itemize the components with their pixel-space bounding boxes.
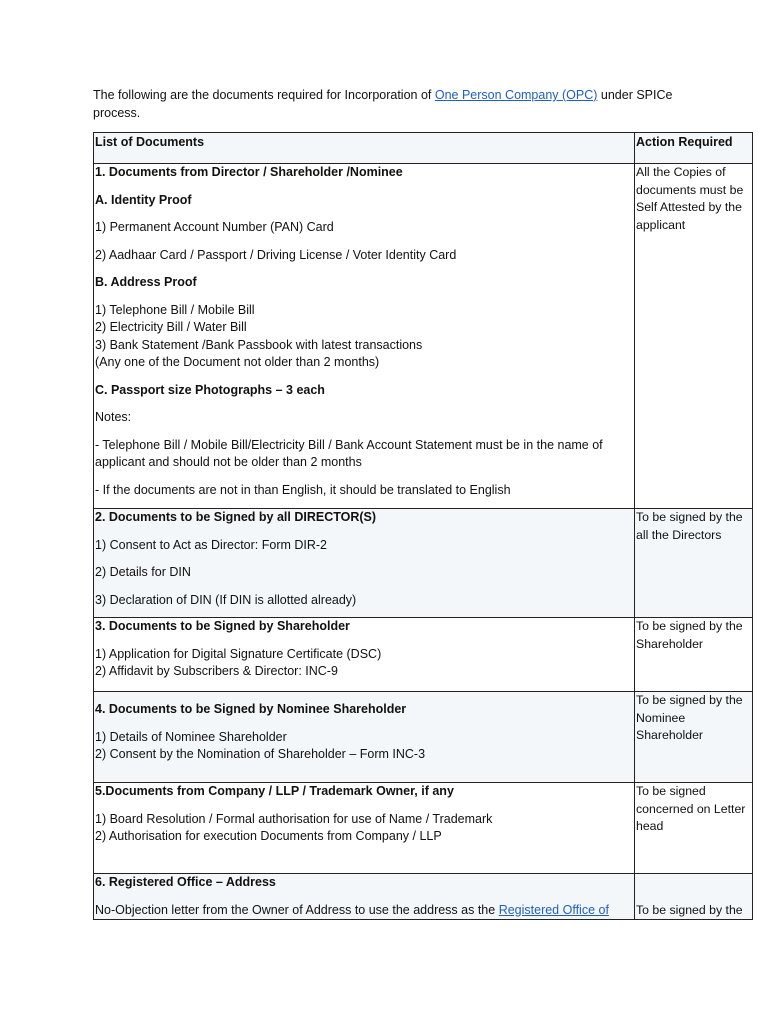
section-2-documents (94, 509, 635, 618)
section-2-item-1: 1) Consent to Act as Director: Form DIR-2 (95, 537, 328, 552)
section-4-title: 4. Documents to be Signed by Nominee Shareholder (95, 702, 407, 716)
section-2-action: To be signed by the all the Directors (635, 509, 753, 618)
intro-suffix: under SPICe process. (93, 88, 673, 120)
table-row-section-4 (94, 692, 753, 783)
registered-office-link[interactable]: Registered Office of (498, 902, 609, 917)
table-row-section-6 (94, 874, 753, 920)
section-3-item-1: 1) Application for Digital Signature Certificate (DSC) (95, 646, 382, 661)
section-5-item-2: 2) Authorisation for execution Documents from Company / LLP (95, 829, 442, 843)
address-note: (Any one of the Document not older than 2 months) (95, 355, 380, 369)
section-1-title: 1. Documents from Director / Shareholder /Nominee (95, 165, 403, 179)
section-5-title: 5.Documents from Company / LLP / Trademark Owner, if any (95, 784, 454, 798)
photographs-heading: C. Passport size Photographs – 3 each (95, 382, 325, 397)
section-4-item-1: 1) Details of Nominee Shareholder (95, 729, 287, 744)
address-item-2: 2) Electricity Bill / Water Bill (95, 320, 247, 334)
section-6-action: To be signed by the (635, 874, 753, 920)
section-2-title: 2. Documents to be Signed by all DIRECTOR(S) (95, 510, 377, 524)
section-3-documents (94, 618, 635, 692)
intro-prefix: The following are the documents required for Incorporation of (93, 88, 435, 102)
note-2: - If the documents are not in than English, it should be translated to English (95, 482, 511, 497)
section-2-item-2: 2) Details for DIN (95, 565, 191, 579)
intro-paragraph (93, 86, 693, 122)
table-row-section-5 (94, 783, 753, 874)
section-6-text-body: No-Objection letter from the Owner of Address to use the address as the (95, 902, 499, 917)
section-3-item-2: 2) Affidavit by Subscribers & Director: INC-9 (95, 664, 338, 678)
documents-table (93, 132, 753, 920)
address-proof-list (95, 302, 633, 372)
header-list-of-documents: List of Documents (94, 133, 635, 164)
section-4-spacer (95, 692, 633, 701)
section-4-item-2: 2) Consent by the Nomination of Shareholder – Form INC-3 (95, 747, 426, 761)
section-1-documents (94, 164, 635, 509)
section-4-documents (94, 692, 635, 783)
section-4-action: To be signed by the Nominee Shareholder (635, 692, 753, 783)
note-1: - Telephone Bill / Mobile Bill/Electricity Bill / Bank Account Statement must be in the name of applicant and should not be older than 2 months (95, 437, 603, 469)
identity-item-1: 1) Permanent Account Number (PAN) Card (95, 220, 334, 234)
section-5-item-1: 1) Board Resolution / Formal authorisation for use of Name / Trademark (95, 811, 493, 826)
table-header-row (94, 133, 753, 164)
notes-label: Notes: (95, 410, 132, 424)
address-proof-heading: B. Address Proof (95, 275, 197, 289)
identity-proof-heading: A. Identity Proof (95, 192, 192, 207)
address-item-1: 1) Telephone Bill / Mobile Bill (95, 302, 255, 317)
section-6-documents (94, 874, 635, 920)
section-3-title: 3. Documents to be Signed by Shareholder (95, 619, 350, 633)
table-row-section-1 (94, 164, 753, 509)
section-5-action: To be signed concerned on Letter head (635, 783, 753, 874)
section-2-item-3: 3) Declaration of DIN (If DIN is allotted already) (95, 592, 357, 607)
opc-link[interactable]: One Person Company (OPC) (434, 88, 598, 102)
section-3-action: To be signed by the Shareholder (635, 618, 753, 692)
section-6-text (95, 902, 633, 920)
table-row-section-3 (94, 618, 753, 692)
section-1-action: All the Copies of documents must be Self Attested by the applicant (635, 164, 753, 509)
section-5-documents (94, 783, 635, 874)
section-6-title: 6. Registered Office – Address (95, 875, 276, 889)
table-row-section-2 (94, 509, 753, 618)
identity-item-2: 2) Aadhaar Card / Passport / Driving License / Voter Identity Card (95, 247, 457, 262)
header-action-required: Action Required (635, 133, 753, 164)
address-item-3: 3) Bank Statement /Bank Passbook with latest transactions (95, 337, 423, 352)
